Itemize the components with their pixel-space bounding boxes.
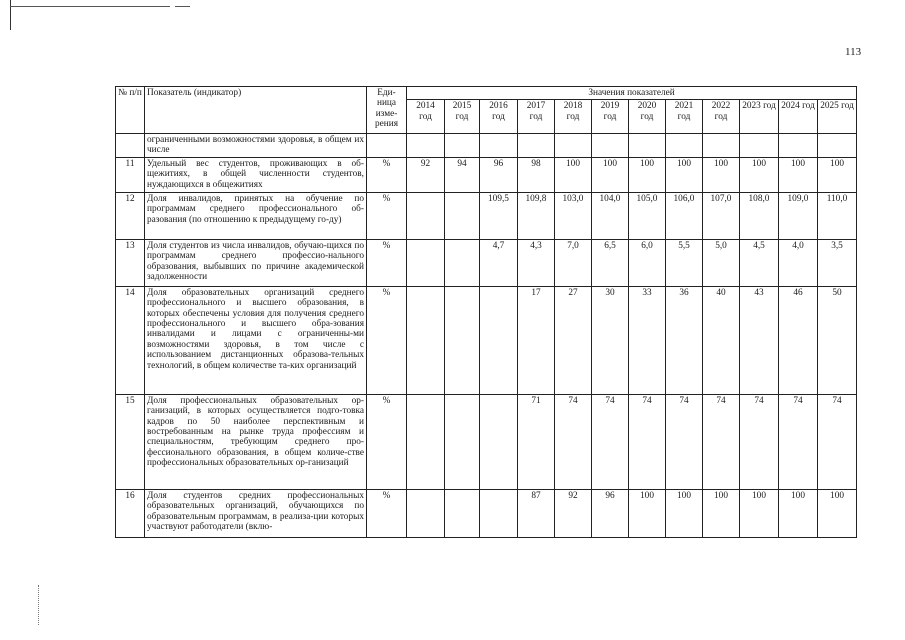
- row-value: 100: [818, 157, 857, 192]
- row-number: 15: [116, 394, 145, 489]
- header-year: 2016 год: [480, 100, 518, 134]
- header-year: 2022 год: [703, 100, 740, 134]
- row-value: [407, 394, 445, 489]
- row-value: 100: [666, 157, 703, 192]
- table-row: [116, 157, 857, 192]
- row-value: 17: [518, 286, 555, 394]
- header-year: 2020 год: [629, 100, 666, 134]
- row-unit: %: [367, 394, 407, 489]
- row-value: [407, 286, 445, 394]
- row-number: 11: [116, 157, 145, 192]
- header-unit: Еди-ница изме-рения: [367, 87, 407, 134]
- scan-artifact-line: [10, 6, 170, 7]
- row-value: 5,0: [703, 239, 740, 286]
- row-indicator: Доля студентов средних профессиональных образовательных организаций, обучающихся по образовательным программам, в реализа-ции которых участвуют работодатели (вклю-: [145, 489, 367, 537]
- row-value: 92: [555, 489, 592, 537]
- table-row: [116, 394, 857, 489]
- row-value: 74: [740, 394, 779, 489]
- row-value: [480, 134, 518, 158]
- row-unit: %: [367, 239, 407, 286]
- row-value: [480, 394, 518, 489]
- header-year: 2021 год: [666, 100, 703, 134]
- scan-edge-mark: [0, 0, 11, 30]
- row-value: 104,0: [592, 192, 629, 239]
- row-value: [407, 239, 445, 286]
- row-value: 43: [740, 286, 779, 394]
- scan-artifact-line: [175, 6, 190, 7]
- row-value: 71: [518, 394, 555, 489]
- header-year: 2025 год: [818, 100, 857, 134]
- row-value: 100: [740, 489, 779, 537]
- row-value: [480, 489, 518, 537]
- row-value: 74: [629, 394, 666, 489]
- row-value: 4,3: [518, 239, 555, 286]
- row-value: 109,8: [518, 192, 555, 239]
- row-value: 100: [629, 157, 666, 192]
- row-value: 74: [666, 394, 703, 489]
- row-unit: %: [367, 489, 407, 537]
- table-row: [116, 134, 857, 158]
- header-year: 2014 год: [407, 100, 445, 134]
- row-value: 5,5: [666, 239, 703, 286]
- row-value: 109,0: [779, 192, 818, 239]
- header-year: 2018 год: [555, 100, 592, 134]
- table-row: [116, 489, 857, 537]
- header-indicator: Показатель (индикатор): [145, 87, 367, 134]
- row-value: 108,0: [740, 192, 779, 239]
- row-value: [445, 489, 480, 537]
- row-number: [116, 134, 145, 158]
- row-value: 92: [407, 157, 445, 192]
- row-value: [407, 134, 445, 158]
- row-value: 4,5: [740, 239, 779, 286]
- row-value: 74: [779, 394, 818, 489]
- row-value: 106,0: [666, 192, 703, 239]
- row-value: 4,0: [779, 239, 818, 286]
- row-value: 100: [818, 489, 857, 537]
- row-indicator: Доля профессиональных образовательных ор-ганизаций, в которых осуществляется подго-товка кадров по 50 наиболее перспективным и востребованным на рынке труда профессиям и специальностям, требующим среднего про-фессионального образования, в общем количе-стве профессиональных образовательных ор-ганизаций: [145, 394, 367, 489]
- row-value: 103,0: [555, 192, 592, 239]
- row-value: [445, 239, 480, 286]
- row-value: [740, 134, 779, 158]
- row-value: 6,5: [592, 239, 629, 286]
- row-value: 100: [555, 157, 592, 192]
- row-value: 96: [480, 157, 518, 192]
- row-number: 16: [116, 489, 145, 537]
- row-value: [480, 286, 518, 394]
- header-year: 2023 год: [740, 100, 779, 134]
- header-values-title: Значения показателей: [407, 87, 857, 100]
- row-value: 30: [592, 286, 629, 394]
- row-value: 74: [703, 394, 740, 489]
- row-value: [666, 134, 703, 158]
- row-value: [445, 394, 480, 489]
- row-number: 12: [116, 192, 145, 239]
- row-value: 50: [818, 286, 857, 394]
- row-value: 94: [445, 157, 480, 192]
- row-number: 13: [116, 239, 145, 286]
- row-value: 100: [740, 157, 779, 192]
- row-value: 105,0: [629, 192, 666, 239]
- row-value: 4,7: [480, 239, 518, 286]
- row-value: [407, 192, 445, 239]
- row-value: [555, 134, 592, 158]
- row-value: 87: [518, 489, 555, 537]
- row-indicator: Доля студентов из числа инвалидов, обучаю-щихся по программам среднего профессио-нального образования, выбывших по причине академической задолженности: [145, 239, 367, 286]
- row-value: 100: [779, 157, 818, 192]
- row-value: 100: [592, 157, 629, 192]
- row-indicator: ограниченными возможностями здоровья, в общем их числе: [145, 134, 367, 158]
- row-value: [592, 134, 629, 158]
- table-row: [116, 286, 857, 394]
- row-number: 14: [116, 286, 145, 394]
- row-value: 96: [592, 489, 629, 537]
- header-year: 2015 год: [445, 100, 480, 134]
- row-value: 109,5: [480, 192, 518, 239]
- row-value: 100: [779, 489, 818, 537]
- header-row-1: [116, 87, 857, 100]
- row-value: 36: [666, 286, 703, 394]
- row-indicator: Удельный вес студентов, проживающих в об-щежитиях, в общей численности студентов, нуждающихся в общежитиях: [145, 157, 367, 192]
- row-value: [703, 134, 740, 158]
- row-value: [518, 134, 555, 158]
- row-value: 74: [592, 394, 629, 489]
- row-value: 100: [629, 489, 666, 537]
- row-value: 98: [518, 157, 555, 192]
- row-value: [445, 134, 480, 158]
- row-value: 6,0: [629, 239, 666, 286]
- table-row: [116, 192, 857, 239]
- row-value: 74: [555, 394, 592, 489]
- row-value: 40: [703, 286, 740, 394]
- row-indicator: Доля образовательных организаций среднего профессионального и высшего образования, в которых обеспечены условия для получения среднего профессионального и высшего обра-зования инвалидами и лицами с ограниченны-ми возможностями здоровья, в том числе с использованием дистанционных образова-тельных технологий, в общем количестве та-ких организаций: [145, 286, 367, 394]
- header-num: № п/п: [116, 87, 145, 134]
- row-value: 100: [666, 489, 703, 537]
- header-year: 2019 год: [592, 100, 629, 134]
- row-value: [818, 134, 857, 158]
- row-value: 100: [703, 157, 740, 192]
- header-year: 2017 год: [518, 100, 555, 134]
- row-value: [779, 134, 818, 158]
- row-value: 7,0: [555, 239, 592, 286]
- row-value: 33: [629, 286, 666, 394]
- row-value: 46: [779, 286, 818, 394]
- indicators-table: [115, 86, 857, 538]
- row-indicator: Доля инвалидов, принятых на обучение по программам среднего профессионального об-разования (по отношению к предыдущему го-ду): [145, 192, 367, 239]
- row-unit: %: [367, 286, 407, 394]
- page-number: 113: [845, 46, 862, 58]
- row-value: 100: [703, 489, 740, 537]
- row-value: 110,0: [818, 192, 857, 239]
- row-value: 3,5: [818, 239, 857, 286]
- table-row: [116, 239, 857, 286]
- row-value: 74: [818, 394, 857, 489]
- row-value: 107,0: [703, 192, 740, 239]
- scan-artifact-dots: [38, 585, 41, 625]
- row-value: [629, 134, 666, 158]
- row-value: [445, 286, 480, 394]
- row-value: [445, 192, 480, 239]
- row-unit: %: [367, 157, 407, 192]
- row-value: [407, 489, 445, 537]
- row-value: 27: [555, 286, 592, 394]
- header-year: 2024 год: [779, 100, 818, 134]
- row-unit: [367, 134, 407, 158]
- row-unit: %: [367, 192, 407, 239]
